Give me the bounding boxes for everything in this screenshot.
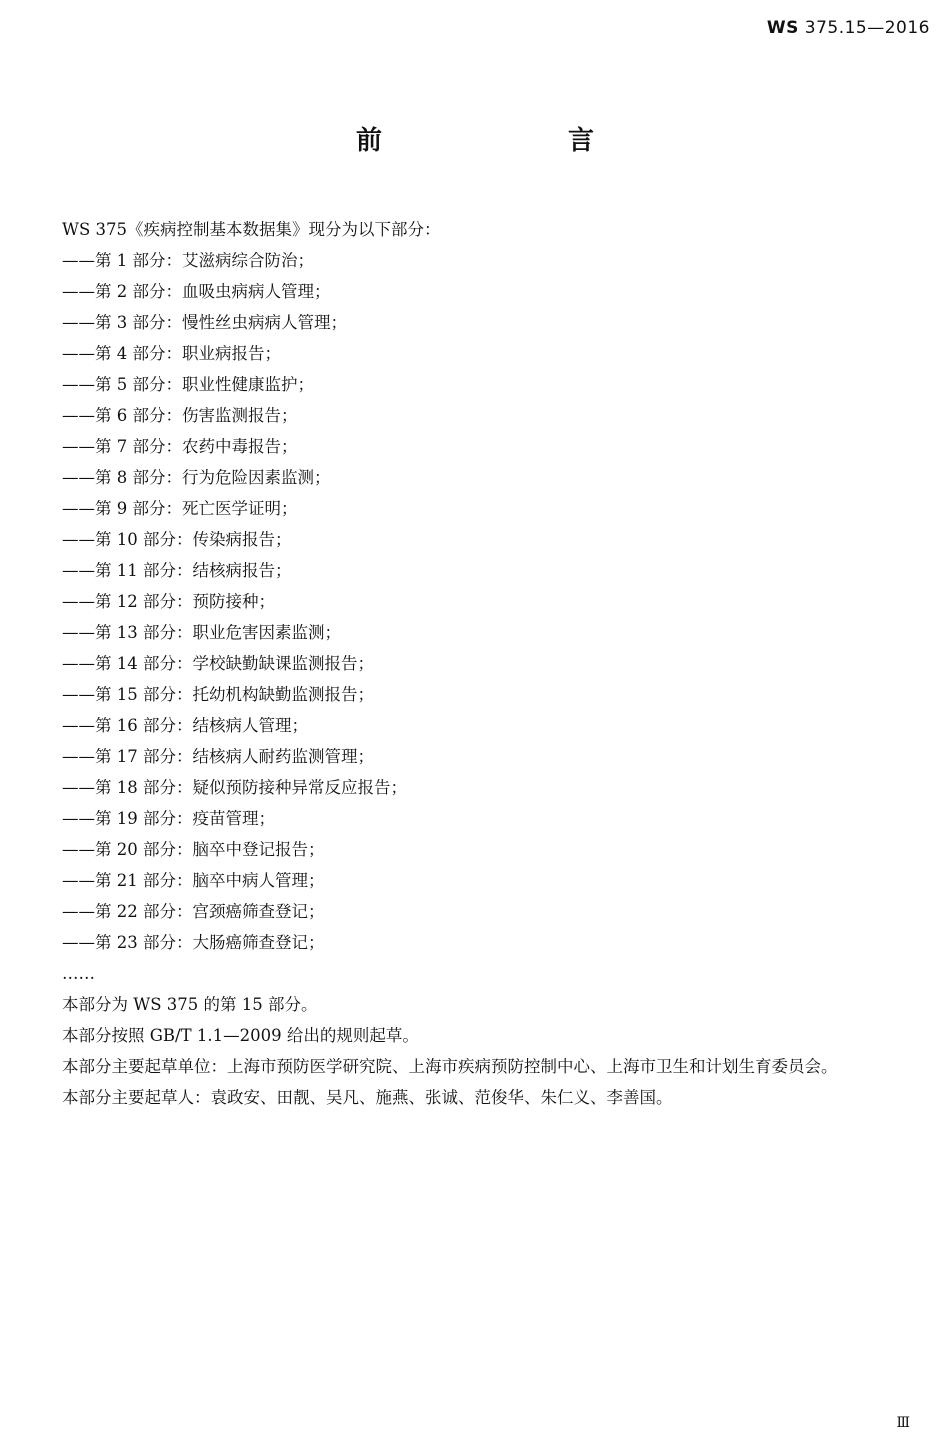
list-item: ——第 14 部分：学校缺勤缺课监测报告； <box>62 654 374 673</box>
list-item: ——第 20 部分：脑卒中登记报告； <box>62 840 325 859</box>
intro-paragraph: WS 375《疾病控制基本数据集》现分为以下部分： <box>62 220 441 239</box>
list-item: ——第 12 部分：预防接种； <box>62 592 275 611</box>
standard-code <box>767 18 930 38</box>
list-item: ——第 11 部分：结核病报告； <box>62 561 292 580</box>
statement-drafting-rules: 本部分按照 GB/T 1.1—2009 给出的规则起草。 <box>62 1026 419 1045</box>
list-item: ——第 7 部分：农药中毒报告； <box>62 437 298 456</box>
list-item: ——第 22 部分：宫颈癌筛查登记； <box>62 902 325 921</box>
list-item: ——第 6 部分：伤害监测报告； <box>62 406 298 425</box>
list-item: ——第 19 部分：疫苗管理； <box>62 809 275 828</box>
page-number: Ⅲ <box>896 1415 910 1431</box>
list-item: ——第 9 部分：死亡医学证明； <box>62 499 298 518</box>
list-item: ——第 5 部分：职业性健康监护； <box>62 375 314 394</box>
list-item: ——第 1 部分：艾滋病综合防治； <box>62 251 314 270</box>
list-item: ——第 8 部分：行为危险因素监测； <box>62 468 331 487</box>
list-item: ——第 10 部分：传染病报告； <box>62 530 292 549</box>
list-item: ——第 3 部分：慢性丝虫病病人管理； <box>62 313 347 332</box>
statement-part-number: 本部分为 WS 375 的第 15 部分。 <box>62 995 318 1014</box>
standard-code-number: 375.15—2016 <box>804 18 930 38</box>
page-title: 前 言 <box>355 126 674 156</box>
list-item: ——第 2 部分：血吸虫病病人管理； <box>62 282 331 301</box>
standard-code-prefix: WS <box>766 18 799 38</box>
list-item: ——第 16 部分：结核病人管理； <box>62 716 308 735</box>
list-item: ——第 23 部分：大肠癌筛查登记； <box>62 933 325 952</box>
list-item: ——第 17 部分：结核病人耐药监测管理； <box>62 747 374 766</box>
list-item: ——第 4 部分：职业病报告； <box>62 344 281 363</box>
statement-drafting-units: 本部分主要起草单位：上海市预防医学研究院、上海市疾病预防控制中心、上海市卫生和计划生育委员会。 <box>62 1057 838 1076</box>
list-item: ——第 15 部分：托幼机构缺勤监测报告； <box>62 685 374 704</box>
list-ellipsis: …… <box>62 964 95 983</box>
statement-drafters: 本部分主要起草人：袁政安、田靓、吴凡、施燕、张诚、范俊华、朱仁义、李善国。 <box>62 1088 673 1107</box>
parts-list <box>22 245 932 989</box>
list-item: ——第 21 部分：脑卒中病人管理； <box>62 871 325 890</box>
list-item: ——第 13 部分：职业危害因素监测； <box>62 623 341 642</box>
foreword-body <box>22 214 932 1113</box>
list-item: ——第 18 部分：疑似预防接种异常反应报告； <box>62 778 407 797</box>
